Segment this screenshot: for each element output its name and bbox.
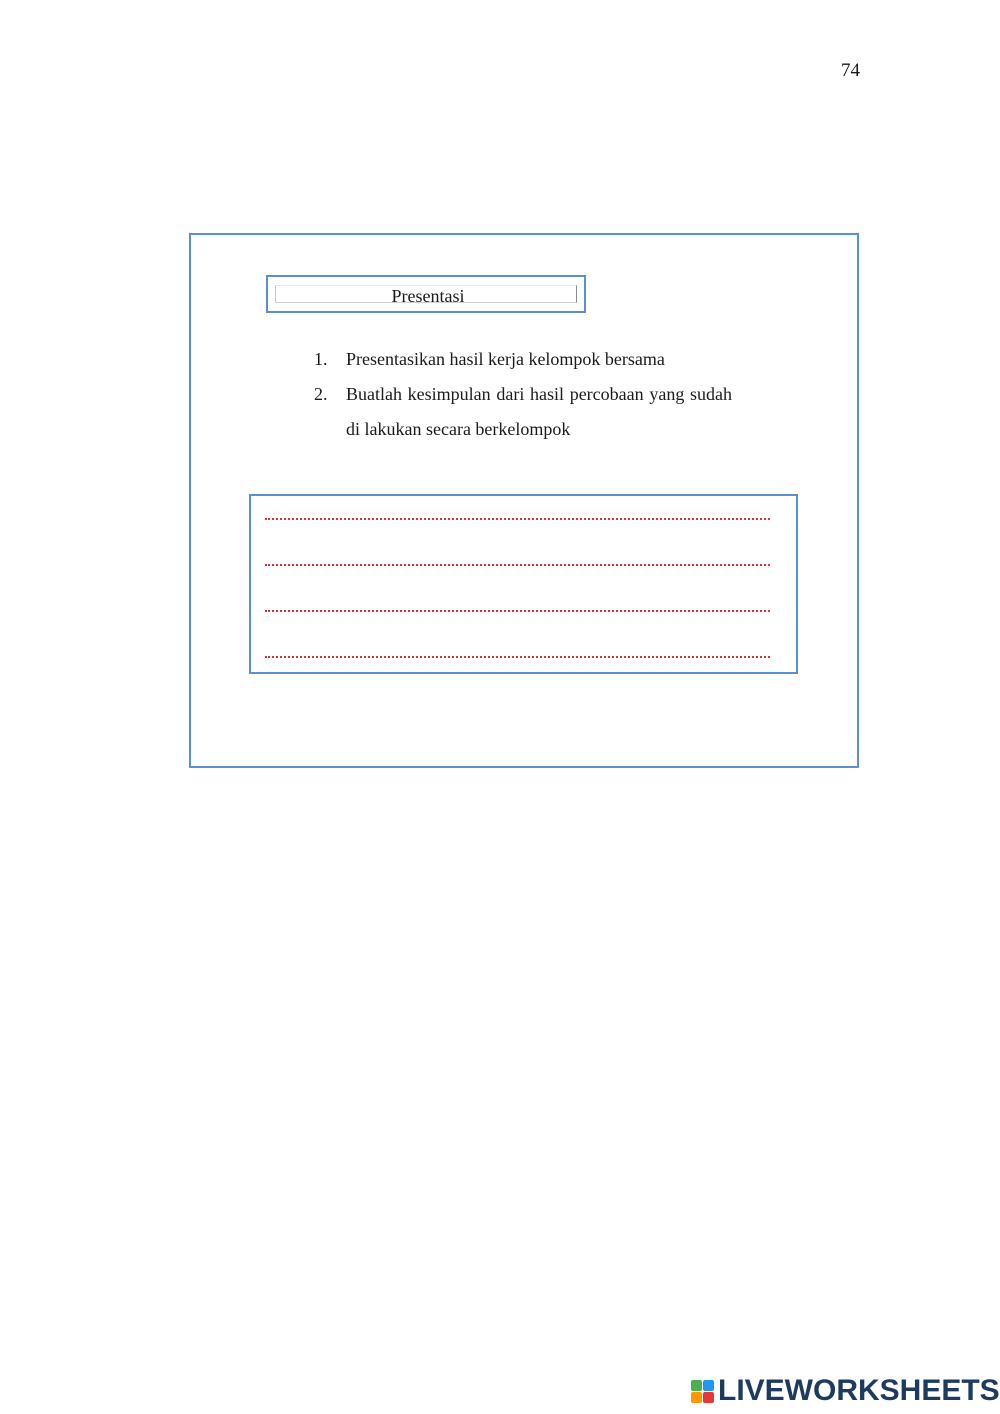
instruction-text: Presentasikan hasil kerja kelompok bersama: [346, 349, 665, 369]
section-title: Presentasi: [391, 286, 465, 306]
logo-tile: [691, 1380, 702, 1391]
logo-icon: [691, 1380, 714, 1403]
answer-line[interactable]: [265, 564, 770, 566]
instruction-item: [312, 342, 732, 377]
instruction-number: 2.: [314, 384, 328, 404]
page-number: 74: [841, 60, 860, 81]
logo-tile: [703, 1380, 714, 1391]
instruction-text: Buatlah kesimpulan dari hasil percobaan yang sudah di lakukan secara berkelompok: [346, 384, 732, 439]
instruction-list: [312, 342, 732, 447]
logo-text: LIVEWORKSHEETS: [718, 1374, 1000, 1407]
instruction-number: 1.: [314, 349, 328, 369]
answer-box[interactable]: [249, 494, 798, 674]
answer-line[interactable]: [265, 610, 770, 612]
logo-tile: [703, 1392, 714, 1403]
liveworksheets-logo: [691, 1375, 1000, 1407]
section-title-box: [266, 275, 586, 313]
logo-tile: [691, 1392, 702, 1403]
answer-line[interactable]: [265, 518, 770, 520]
instruction-item: [312, 377, 732, 447]
answer-line[interactable]: [265, 656, 770, 658]
